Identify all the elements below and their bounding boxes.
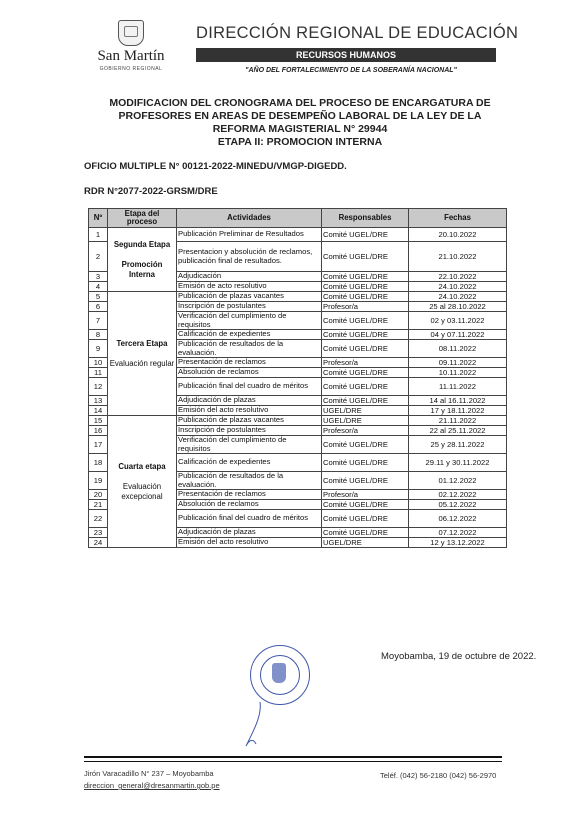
date-cell: 21.11.2022 xyxy=(409,416,507,426)
row-number: 12 xyxy=(89,378,108,396)
activity-cell: Adjudicación de plazas xyxy=(177,396,322,406)
row-number: 21 xyxy=(89,500,108,510)
responsible-cell: Profesor/a xyxy=(322,358,409,368)
row-number: 18 xyxy=(89,454,108,472)
activity-cell: Publicación Preliminar de Resultados xyxy=(177,228,322,242)
responsible-cell: Comité UGEL/DRE xyxy=(322,378,409,396)
activity-cell: Publicación final del cuadro de méritos xyxy=(177,378,322,396)
activity-cell: Inscripción de postulantes xyxy=(177,426,322,436)
row-number: 11 xyxy=(89,368,108,378)
stage-label: Segunda Etapa xyxy=(113,239,171,249)
activity-cell: Emisión del acto resolutivo xyxy=(177,406,322,416)
activity-cell: Verificación del cumplimiento de requisitos xyxy=(177,312,322,330)
date-cell: 25 y 28.11.2022 xyxy=(409,436,507,454)
activity-cell: Emisión del acto resolutivo xyxy=(177,538,322,548)
row-number: 13 xyxy=(89,396,108,406)
date-cell: 05.12.2022 xyxy=(409,500,507,510)
date-cell: 11.11.2022 xyxy=(409,378,507,396)
stage-sublabel: Evaluación regular xyxy=(109,358,175,368)
footer-divider xyxy=(84,761,502,762)
header-number: Nº xyxy=(89,209,108,228)
activity-cell: Presentacion y absolución de reclamos, publicación final de resultados. xyxy=(177,242,322,272)
date-cell: 17 y 18.11.2022 xyxy=(409,406,507,416)
activity-cell: Inscripción de postulantes xyxy=(177,302,322,312)
date-cell: 01.12.2022 xyxy=(409,472,507,490)
responsible-cell: Profesor/a xyxy=(322,490,409,500)
header-stage: Etapa del proceso xyxy=(108,209,177,228)
footer-address: Jirón Varacadillo N° 237 – Moyobamba xyxy=(84,769,214,778)
row-number: 20 xyxy=(89,490,108,500)
stage-cell xyxy=(108,416,177,548)
title-line: REFORMA MAGISTERIAL N° 29944 xyxy=(212,123,388,135)
responsible-cell: Comité UGEL/DRE xyxy=(322,368,409,378)
date-cell: 29.11 y 30.11.2022 xyxy=(409,454,507,472)
schedule-table xyxy=(88,208,507,548)
stage-label: Tercera Etapa xyxy=(116,338,168,348)
activity-cell: Adjudicación de plazas xyxy=(177,528,322,538)
stage-cell xyxy=(108,228,177,292)
table-body xyxy=(89,228,507,548)
date-cell: 22 al 25.11.2022 xyxy=(409,426,507,436)
date-cell: 09.11.2022 xyxy=(409,358,507,368)
rdr-reference: RDR N°2077-2022-GRSM/DRE xyxy=(84,186,218,197)
coat-of-arms-icon xyxy=(118,20,144,46)
responsible-cell: Comité UGEL/DRE xyxy=(322,472,409,490)
signature-icon xyxy=(240,700,280,750)
activity-cell: Verificación del cumplimiento de requisitos xyxy=(177,436,322,454)
header-activities: Actividades xyxy=(177,209,322,228)
department-band: RECURSOS HUMANOS xyxy=(196,48,496,62)
responsible-cell: Comité UGEL/DRE xyxy=(322,330,409,340)
title-line: PROFESORES EN AREAS DE DESEMPEÑO LABORAL DE LA LEY DE LA xyxy=(118,110,482,122)
stage-sublabel: Promoción Interna xyxy=(121,259,163,279)
responsible-cell: Comité UGEL/DRE xyxy=(322,242,409,272)
activity-cell: Emisión de acto resolutivo xyxy=(177,282,322,292)
date-cell: 02 y 03.11.2022 xyxy=(409,312,507,330)
responsible-cell: Comité UGEL/DRE xyxy=(322,454,409,472)
activity-cell: Calificación de expedientes xyxy=(177,454,322,472)
date-cell: 07.12.2022 xyxy=(409,528,507,538)
responsible-cell: Comité UGEL/DRE xyxy=(322,312,409,330)
date-cell: 22.10.2022 xyxy=(409,272,507,282)
row-number: 6 xyxy=(89,302,108,312)
row-number: 23 xyxy=(89,528,108,538)
header-responsibles: Responsables xyxy=(322,209,409,228)
responsible-cell: Comité UGEL/DRE xyxy=(322,228,409,242)
activity-cell: Adjudicación xyxy=(177,272,322,282)
title-line: MODIFICACION DEL CRONOGRAMA DEL PROCESO DE ENCARGATURA DE xyxy=(109,97,491,109)
row-number: 15 xyxy=(89,416,108,426)
responsible-cell: UGEL/DRE xyxy=(322,416,409,426)
title-line: ETAPA II: PROMOCION INTERNA xyxy=(217,136,383,148)
activity-cell: Publicación de plazas vacantes xyxy=(177,292,322,302)
date-cell: 14 al 16.11.2022 xyxy=(409,396,507,406)
oficio-reference: OFICIO MULTIPLE N° 00121-2022-MINEDU/VMGP-DIGEDD. xyxy=(84,161,347,172)
stage-cell xyxy=(108,292,177,416)
row-number: 24 xyxy=(89,538,108,548)
logo xyxy=(86,20,176,72)
date-cell: 04 y 07.11.2022 xyxy=(409,330,507,340)
responsible-cell: Comité UGEL/DRE xyxy=(322,272,409,282)
row-number: 17 xyxy=(89,436,108,454)
responsible-cell: Comité UGEL/DRE xyxy=(322,340,409,358)
row-number: 19 xyxy=(89,472,108,490)
date-cell: 08.11.2022 xyxy=(409,340,507,358)
logo-name: San Martín xyxy=(97,48,165,64)
date-cell: 10.11.2022 xyxy=(409,368,507,378)
row-number: 7 xyxy=(89,312,108,330)
row-number: 16 xyxy=(89,426,108,436)
row-number: 2 xyxy=(89,242,108,272)
document-title xyxy=(70,97,530,149)
official-seal-icon xyxy=(250,645,310,705)
row-number: 10 xyxy=(89,358,108,368)
footer-email-link[interactable]: direccion_general@dresanmartin.gob.pe xyxy=(84,781,220,790)
activity-cell: Presentación de reclamos xyxy=(177,358,322,368)
activity-cell: Presentación de reclamos xyxy=(177,490,322,500)
row-number: 8 xyxy=(89,330,108,340)
header-dates: Fechas xyxy=(409,209,507,228)
footer-divider xyxy=(84,756,502,758)
year-motto: "AÑO DEL FORTALECIMIENTO DE LA SOBERANÍA NACIONAL" xyxy=(245,67,457,74)
responsible-cell: Comité UGEL/DRE xyxy=(322,396,409,406)
date-cell: 25 al 28.10.2022 xyxy=(409,302,507,312)
institution-title: DIRECCIÓN REGIONAL DE EDUCACIÓN xyxy=(196,24,519,42)
stage-label: Cuarta etapa xyxy=(118,461,166,471)
responsible-cell: Comité UGEL/DRE xyxy=(322,528,409,538)
responsible-cell: UGEL/DRE xyxy=(322,538,409,548)
activity-cell: Absolución de reclamos xyxy=(177,368,322,378)
activity-cell: Publicación de plazas vacantes xyxy=(177,416,322,426)
responsible-cell: Comité UGEL/DRE xyxy=(322,292,409,302)
stage-sublabel: Evaluación excepcional xyxy=(121,481,163,501)
row-number: 3 xyxy=(89,272,108,282)
responsible-cell: UGEL/DRE xyxy=(322,406,409,416)
table-row xyxy=(89,292,507,302)
row-number: 9 xyxy=(89,340,108,358)
row-number: 4 xyxy=(89,282,108,292)
row-number: 22 xyxy=(89,510,108,528)
place-and-date: Moyobamba, 19 de octubre de 2022. xyxy=(381,651,537,662)
row-number: 5 xyxy=(89,292,108,302)
date-cell: 06.12.2022 xyxy=(409,510,507,528)
table-header-row xyxy=(89,209,507,228)
logo-subtitle: GOBIERNO REGIONAL xyxy=(99,66,163,72)
date-cell: 20.10.2022 xyxy=(409,228,507,242)
date-cell: 24.10.2022 xyxy=(409,292,507,302)
responsible-cell: Comité UGEL/DRE xyxy=(322,436,409,454)
date-cell: 21.10.2022 xyxy=(409,242,507,272)
row-number: 14 xyxy=(89,406,108,416)
activity-cell: Calificación de expedientes xyxy=(177,330,322,340)
activity-cell: Absolución de reclamos xyxy=(177,500,322,510)
activity-cell: Publicación de resultados de la evaluación. xyxy=(177,340,322,358)
table-row xyxy=(89,416,507,426)
date-cell: 24.10.2022 xyxy=(409,282,507,292)
activity-cell: Publicación final del cuadro de méritos xyxy=(177,510,322,528)
activity-cell: Publicación de resultados de la evaluación. xyxy=(177,472,322,490)
date-cell: 12 y 13.12.2022 xyxy=(409,538,507,548)
row-number: 1 xyxy=(89,228,108,242)
table-row xyxy=(89,228,507,242)
responsible-cell: Comité UGEL/DRE xyxy=(322,510,409,528)
responsible-cell: Comité UGEL/DRE xyxy=(322,500,409,510)
responsible-cell: Profesor/a xyxy=(322,426,409,436)
responsible-cell: Comité UGEL/DRE xyxy=(322,282,409,292)
date-cell: 02.12.2022 xyxy=(409,490,507,500)
footer-phone: Teléf. (042) 56-2180 (042) 56-2970 xyxy=(380,771,497,780)
responsible-cell: Profesor/a xyxy=(322,302,409,312)
